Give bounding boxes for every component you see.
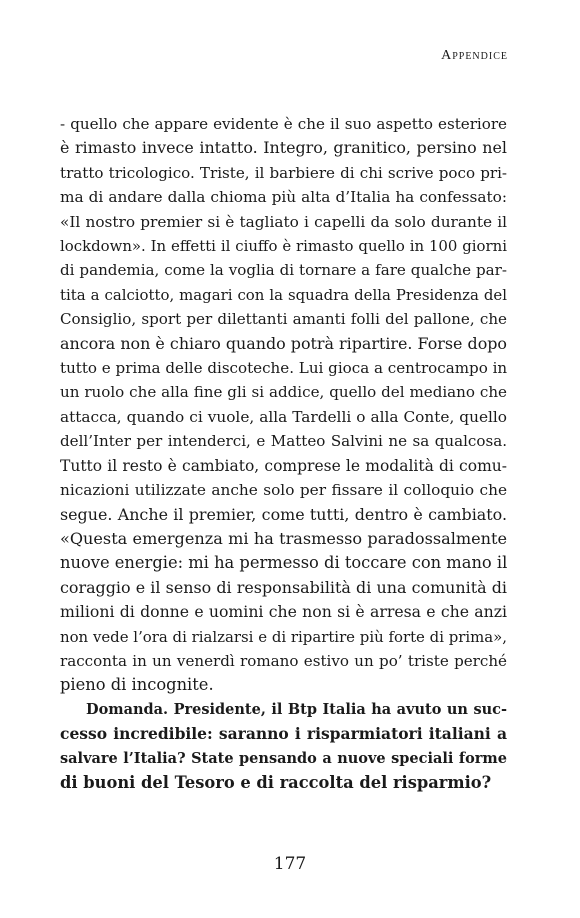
text-line: tratto tricologico. Triste, il barbiere di chi scrive poco pri- xyxy=(60,163,507,182)
question-line: salvare l’Italia? State pensando a nuove speciali forme xyxy=(60,749,507,767)
question-line: cesso incredibile: saranno i risparmiatori italiani a xyxy=(60,724,507,744)
text-line: milioni di donne e uomini che non si è arresa e che anzi xyxy=(60,602,507,622)
text-line: nicazioni utilizzate anche solo per fissare il colloquio che xyxy=(60,481,507,500)
text-line: un ruolo che alla fine gli si addice, quello del mediano che xyxy=(60,383,507,402)
text-line: tita a calciotto, magari con la squadra della Presidenza del xyxy=(60,285,507,304)
text-line: attacca, quando ci vuole, alla Tardelli o alla Conte, quello xyxy=(60,407,507,426)
question-line: di buoni del Tesoro e di raccolta del risparmio? xyxy=(60,772,492,792)
text-line: di pandemia, come la voglia di tornare a fare qualche par- xyxy=(60,261,507,280)
running-head: Appendice xyxy=(441,48,508,63)
text-line: pieno di incognite. xyxy=(60,675,214,695)
text-line: coraggio e il senso di responsabilità di una comunità di xyxy=(60,577,507,597)
text-line: «Questa emergenza mi ha trasmesso paradossalmente xyxy=(60,528,507,548)
text-line: dell’Inter per intenderci, e Matteo Salvini ne sa qualcosa. xyxy=(60,432,507,451)
body-text xyxy=(60,112,507,795)
text-line: Tutto il resto è cambiato, comprese le modalità di comu- xyxy=(60,456,507,475)
text-line: - quello che appare evidente è che il suo aspetto esteriore xyxy=(60,115,507,133)
text-line: nuove energie: mi ha permesso di toccare con mano il xyxy=(60,553,508,573)
text-line: Consiglio, sport per dilettanti amanti folli del pallone, che xyxy=(60,310,507,329)
text-line: tutto e prima delle discoteche. Lui gioca a centrocampo in xyxy=(60,359,508,378)
text-line: «Il nostro premier si è tagliato i capelli da solo durante il xyxy=(60,212,507,231)
text-line: non vede l’ora di rialzarsi e di ripartire più forte di prima», xyxy=(60,627,507,646)
page-number: 177 xyxy=(273,854,307,874)
text-line: segue. Anche il premier, come tutti, dentro è cambiato. xyxy=(60,504,507,524)
text-line: ma di andare dalla chioma più alta d’Italia ha confessato: xyxy=(60,188,507,207)
text-line: ancora non è chiaro quando potrà ripartire. Forse dopo xyxy=(60,333,507,353)
question-line: Domanda. Presidente, il Btp Italia ha avuto un suc- xyxy=(86,700,507,718)
text-line: racconta in un venerdì romano estivo un po’ triste perché xyxy=(60,651,507,670)
text-line: è rimasto invece intatto. Integro, granitico, persino nel xyxy=(60,138,507,158)
text-line: lockdown». In effetti il ciuffo è rimasto quello in 100 giorni xyxy=(60,237,507,256)
